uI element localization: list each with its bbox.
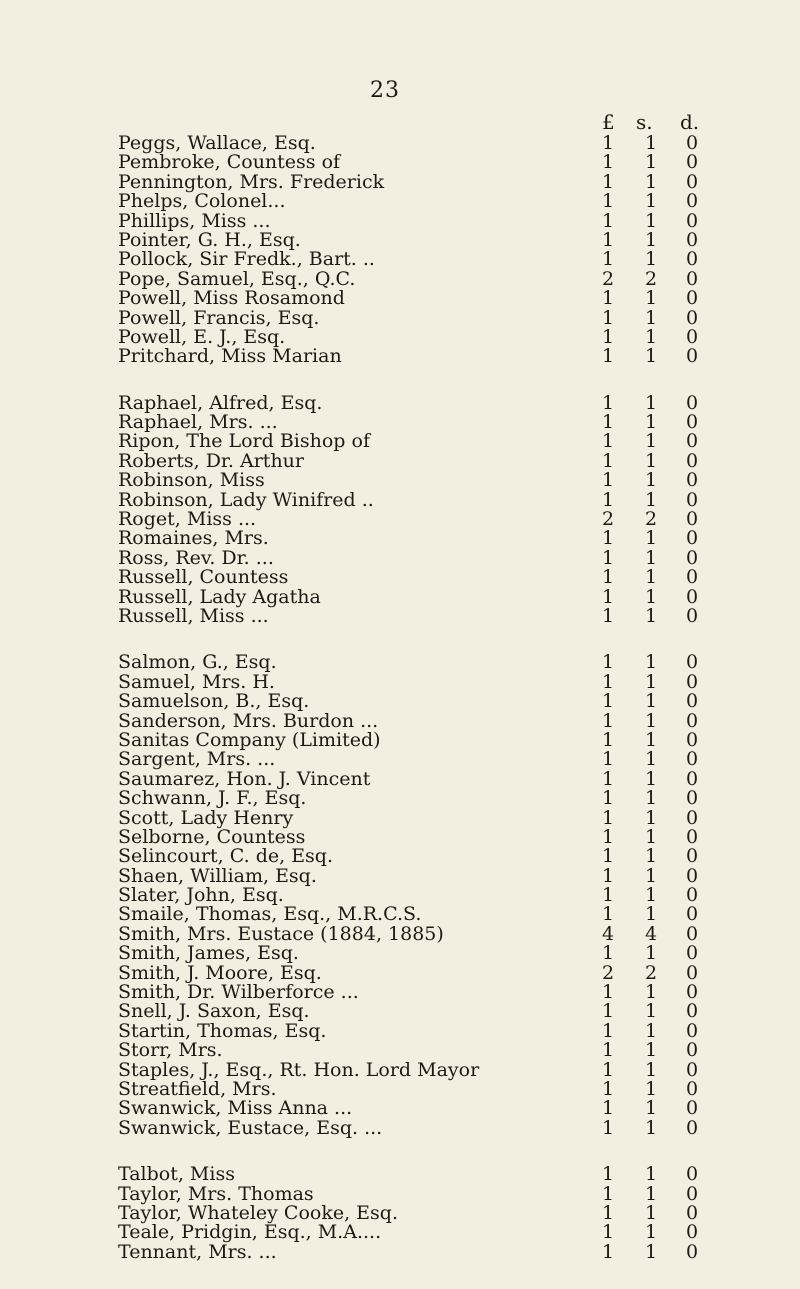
subscriber-name: Slater, John, Esq. — [118, 884, 284, 907]
amount-pence: 0 — [685, 1058, 699, 1081]
amount-pence: 0 — [685, 306, 699, 329]
amount-shillings: 1 — [644, 566, 658, 589]
amount-shillings: 1 — [644, 709, 658, 732]
subscriber-name: Pembroke, Countess of — [118, 151, 341, 174]
amount-shillings: 1 — [644, 1039, 658, 1062]
amount-shillings: 1 — [644, 806, 658, 829]
amount-pounds: 1 — [601, 430, 615, 453]
subscriber-name: Swanwick, Miss Anna ... — [118, 1097, 353, 1120]
list-item — [118, 1223, 778, 1242]
amount-shillings: 1 — [644, 604, 658, 627]
amount-shillings: 1 — [644, 449, 658, 472]
amount-pounds: 1 — [601, 566, 615, 589]
amount-shillings: 1 — [644, 190, 658, 213]
amount-pence: 0 — [685, 1039, 699, 1062]
amount-pence: 0 — [685, 961, 699, 984]
amount-pounds: 1 — [601, 604, 615, 627]
subscriber-name: Shaen, William, Esq. — [118, 864, 317, 887]
subscriber-name: Storr, Mrs. — [118, 1039, 223, 1062]
amount-pounds: 4 — [601, 922, 615, 945]
amount-shillings: 1 — [644, 325, 658, 348]
subscriber-name: Streatfield, Mrs. — [118, 1077, 277, 1100]
amount-pounds: 1 — [601, 690, 615, 713]
amount-shillings: 1 — [644, 287, 658, 310]
amount-pence: 0 — [685, 1163, 699, 1186]
amount-pounds: 1 — [601, 170, 615, 193]
amount-pence: 0 — [685, 690, 699, 713]
amount-pounds: 2 — [601, 267, 615, 290]
amount-pounds: 1 — [601, 787, 615, 810]
amount-pounds: 1 — [601, 1221, 615, 1244]
amount-pence: 0 — [685, 151, 699, 174]
amount-pence: 0 — [685, 845, 699, 868]
amount-pounds: 1 — [601, 903, 615, 926]
subscriber-name: Peggs, Wallace, Esq. — [118, 132, 316, 154]
subscriber-name: Startin, Thomas, Esq. — [118, 1019, 327, 1042]
subscriber-name: Pope, Samuel, Esq., Q.C. — [118, 267, 356, 290]
subscriber-name: Teale, Pridgin, Esq., M.A.... — [118, 1221, 382, 1244]
list-item — [118, 789, 778, 808]
amount-pounds: 1 — [601, 287, 615, 310]
amount-shillings: 4 — [644, 922, 658, 945]
list-item — [118, 153, 778, 172]
amount-pounds: 1 — [601, 728, 615, 751]
list-item — [118, 1099, 778, 1118]
subscriber-name: Robinson, Miss — [118, 469, 265, 492]
amount-shillings: 1 — [644, 884, 658, 907]
amount-shillings: 2 — [644, 267, 658, 290]
subscriber-name: Salmon, G., Esq. — [118, 651, 277, 674]
amount-pence: 0 — [685, 942, 699, 965]
amount-pounds: 1 — [601, 942, 615, 965]
list-item — [118, 306, 778, 329]
amount-pounds: 1 — [601, 228, 615, 251]
amount-pounds: 1 — [601, 391, 615, 414]
subscriber-name: Pennington, Mrs. Frederick — [118, 170, 385, 193]
amount-shillings: 1 — [644, 411, 658, 434]
amount-pence: 0 — [685, 922, 699, 945]
list-item — [118, 653, 778, 672]
amount-pounds: 1 — [601, 864, 615, 887]
amount-pence: 0 — [685, 709, 699, 732]
amount-shillings: 1 — [644, 787, 658, 810]
amount-pounds: 1 — [601, 806, 615, 829]
amount-shillings: 1 — [644, 345, 658, 368]
amount-pence: 0 — [685, 228, 699, 251]
amount-pounds: 1 — [601, 1163, 615, 1186]
amount-pence: 0 — [685, 508, 699, 531]
amount-pence: 0 — [685, 1182, 699, 1205]
subscriber-name: Phelps, Colonel... — [118, 190, 286, 213]
amount-shillings: 1 — [644, 209, 658, 232]
amount-shillings: 1 — [644, 585, 658, 608]
amount-pounds: 1 — [601, 132, 615, 154]
subscriber-name: Ripon, The Lord Bishop of — [118, 430, 370, 453]
amount-shillings: 1 — [644, 942, 658, 965]
amount-pounds: 1 — [601, 1097, 615, 1120]
amount-pounds: 1 — [601, 1077, 615, 1100]
subscriber-name: Smith, J. Moore, Esq. — [118, 961, 322, 984]
list-item — [118, 1116, 778, 1139]
amount-pounds: 1 — [601, 585, 615, 608]
amount-pence: 0 — [685, 1221, 699, 1244]
subscriber-name: Sanderson, Mrs. Burdon ... — [118, 709, 379, 732]
list-item — [118, 568, 778, 587]
subscriber-name: Powell, E. J., Esq. — [118, 325, 286, 348]
subscriber-name: Talbot, Miss — [118, 1163, 235, 1186]
amount-pence: 0 — [685, 287, 699, 310]
amount-pounds: 1 — [601, 190, 615, 213]
list-section — [118, 134, 778, 367]
amount-shillings: 2 — [644, 508, 658, 531]
amount-pence: 0 — [685, 1019, 699, 1042]
column-header-shillings: s. — [636, 110, 653, 134]
subscriber-name: Roget, Miss ... — [118, 508, 257, 531]
amount-pounds: 1 — [601, 1000, 615, 1023]
amount-pence: 0 — [685, 449, 699, 472]
amount-pence: 0 — [685, 190, 699, 213]
amount-pence: 0 — [685, 1097, 699, 1120]
amount-pence: 0 — [685, 488, 699, 511]
amount-pounds: 1 — [601, 1116, 615, 1139]
subscriber-list — [118, 134, 778, 1289]
amount-shillings: 1 — [644, 1058, 658, 1081]
amount-pounds: 1 — [601, 1240, 615, 1263]
subscriber-name: Scott, Lady Henry — [118, 806, 294, 829]
list-item — [118, 604, 778, 627]
subscriber-name: Saumarez, Hon. J. Vincent — [118, 767, 371, 790]
subscriber-name: Romaines, Mrs. — [118, 527, 269, 550]
amount-pence: 0 — [685, 1201, 699, 1224]
amount-pence: 0 — [685, 670, 699, 693]
amount-shillings: 1 — [644, 651, 658, 674]
amount-shillings: 1 — [644, 391, 658, 414]
amount-pence: 0 — [685, 411, 699, 434]
amount-pence: 0 — [685, 864, 699, 887]
amount-pence: 0 — [685, 345, 699, 368]
amount-pounds: 1 — [601, 1039, 615, 1062]
amount-pounds: 1 — [601, 651, 615, 674]
amount-shillings: 2 — [644, 961, 658, 984]
amount-pounds: 1 — [601, 546, 615, 569]
amount-pence: 0 — [685, 325, 699, 348]
amount-pence: 0 — [685, 1000, 699, 1023]
subscriber-name: Robinson, Lady Winifred .. — [118, 488, 374, 511]
subscriber-name: Pritchard, Miss Marian — [118, 345, 342, 368]
amount-shillings: 1 — [644, 430, 658, 453]
amount-shillings: 1 — [644, 1240, 658, 1263]
subscriber-name: Selincourt, C. de, Esq. — [118, 845, 334, 868]
amount-shillings: 1 — [644, 903, 658, 926]
subscriber-name: Pollock, Sir Fredk., Bart. .. — [118, 248, 375, 271]
subscriber-name: Pointer, G. H., Esq. — [118, 228, 301, 251]
subscriber-name: Raphael, Mrs. ... — [118, 411, 278, 434]
subscriber-name: Russell, Countess — [118, 566, 289, 589]
list-item — [118, 692, 778, 711]
amount-pence: 0 — [685, 566, 699, 589]
amount-pence: 0 — [685, 604, 699, 627]
amount-shillings: 1 — [644, 151, 658, 174]
amount-pounds: 1 — [601, 449, 615, 472]
subscriber-name: Selborne, Countess — [118, 825, 306, 848]
amount-pounds: 1 — [601, 345, 615, 368]
list-item — [118, 847, 778, 866]
subscriber-name: Snell, J. Saxon, Esq. — [118, 1000, 310, 1023]
list-item — [118, 1041, 778, 1060]
amount-pounds: 1 — [601, 825, 615, 848]
list-item — [118, 806, 778, 829]
amount-shillings: 1 — [644, 306, 658, 329]
amount-pounds: 1 — [601, 209, 615, 232]
subscriber-name: Russell, Miss ... — [118, 604, 269, 627]
column-header-pence: d. — [680, 110, 700, 134]
amount-pounds: 2 — [601, 508, 615, 531]
amount-pence: 0 — [685, 806, 699, 829]
amount-shillings: 1 — [644, 1077, 658, 1100]
amount-pence: 0 — [685, 1116, 699, 1139]
amount-shillings: 1 — [644, 1201, 658, 1224]
subscriber-name: Schwann, J. F., Esq. — [118, 787, 307, 810]
list-item — [118, 1240, 778, 1263]
amount-pence: 0 — [685, 248, 699, 271]
list-item — [118, 432, 778, 451]
amount-pounds: 1 — [601, 411, 615, 434]
amount-pounds: 1 — [601, 1019, 615, 1042]
amount-pence: 0 — [685, 748, 699, 771]
amount-shillings: 1 — [644, 1221, 658, 1244]
subscriber-name: Smith, Dr. Wilberforce ... — [118, 981, 359, 1004]
amount-pounds: 1 — [601, 1201, 615, 1224]
list-item — [118, 192, 778, 211]
amount-shillings: 1 — [644, 170, 658, 193]
amount-pounds: 1 — [601, 325, 615, 348]
amount-shillings: 1 — [644, 1000, 658, 1023]
amount-pence: 0 — [685, 981, 699, 1004]
amount-pence: 0 — [685, 1077, 699, 1100]
subscriber-name: Ross, Rev. Dr. ... — [118, 546, 274, 569]
amount-pence: 0 — [685, 585, 699, 608]
amount-pounds: 1 — [601, 1182, 615, 1205]
amount-pence: 0 — [685, 1240, 699, 1263]
subscriber-name: Swanwick, Eustace, Esq. ... — [118, 1116, 383, 1139]
amount-shillings: 1 — [644, 488, 658, 511]
amount-pence: 0 — [685, 903, 699, 926]
amount-shillings: 1 — [644, 546, 658, 569]
subscriber-name: Powell, Francis, Esq. — [118, 306, 320, 329]
list-section — [118, 391, 778, 627]
subscriber-name: Smith, James, Esq. — [118, 942, 299, 965]
amount-pence: 0 — [685, 469, 699, 492]
subscriber-name: Taylor, Whateley Cooke, Esq. — [118, 1201, 398, 1224]
amount-shillings: 1 — [644, 728, 658, 751]
amount-pence: 0 — [685, 787, 699, 810]
amount-shillings: 1 — [644, 748, 658, 771]
amount-pounds: 1 — [601, 748, 615, 771]
amount-pence: 0 — [685, 209, 699, 232]
amount-shillings: 1 — [644, 1097, 658, 1120]
amount-pounds: 1 — [601, 709, 615, 732]
amount-pounds: 1 — [601, 248, 615, 271]
subscriber-name: Sanitas Company (Limited) — [118, 728, 381, 751]
amount-shillings: 1 — [644, 1116, 658, 1139]
amount-pounds: 1 — [601, 151, 615, 174]
list-item — [118, 1182, 778, 1205]
amount-pounds: 1 — [601, 670, 615, 693]
amount-shillings: 1 — [644, 845, 658, 868]
list-section — [118, 1165, 778, 1262]
subscriber-name: Phillips, Miss ... — [118, 209, 271, 232]
amount-shillings: 1 — [644, 767, 658, 790]
amount-pounds: 1 — [601, 488, 615, 511]
amount-pounds: 1 — [601, 527, 615, 550]
amount-pounds: 2 — [601, 961, 615, 984]
list-item — [118, 944, 778, 963]
subscriber-name: Russell, Lady Agatha — [118, 585, 321, 608]
amount-shillings: 1 — [644, 228, 658, 251]
amount-pence: 0 — [685, 546, 699, 569]
amount-pence: 0 — [685, 651, 699, 674]
amount-shillings: 1 — [644, 1163, 658, 1186]
amount-pence: 0 — [685, 728, 699, 751]
amount-pounds: 1 — [601, 469, 615, 492]
amount-pounds: 1 — [601, 306, 615, 329]
amount-pence: 0 — [685, 267, 699, 290]
subscriber-name: Taylor, Mrs. Thomas — [118, 1182, 314, 1205]
subscriber-name: Powell, Miss Rosamond — [118, 287, 345, 310]
amount-shillings: 1 — [644, 670, 658, 693]
subscriber-name: Sargent, Mrs. ... — [118, 748, 276, 771]
subscriber-name: Tennant, Mrs. ... — [118, 1240, 277, 1263]
amount-shillings: 1 — [644, 864, 658, 887]
amount-shillings: 1 — [644, 825, 658, 848]
list-item — [118, 1002, 778, 1021]
amount-pence: 0 — [685, 527, 699, 550]
list-item — [118, 250, 778, 269]
list-item — [118, 347, 778, 366]
subscriber-name: Smaile, Thomas, Esq., M.R.C.S. — [118, 903, 422, 926]
amount-pence: 0 — [685, 884, 699, 907]
list-item — [118, 471, 778, 490]
list-item — [118, 529, 778, 548]
page-number: 23 — [370, 78, 400, 103]
subscriber-name: Staples, J., Esq., Rt. Hon. Lord Mayor — [118, 1058, 480, 1081]
subscriber-name: Smith, Mrs. Eustace (1884, 1885) — [118, 922, 444, 945]
column-header-pounds: £ — [602, 110, 615, 134]
amount-shillings: 1 — [644, 1019, 658, 1042]
amount-pence: 0 — [685, 825, 699, 848]
amount-pounds: 1 — [601, 767, 615, 790]
subscriber-name: Roberts, Dr. Arthur — [118, 449, 305, 472]
amount-shillings: 1 — [644, 981, 658, 1004]
list-item — [118, 905, 778, 924]
amount-shillings: 1 — [644, 248, 658, 271]
amount-shillings: 1 — [644, 690, 658, 713]
list-section — [118, 653, 778, 1138]
amount-pence: 0 — [685, 430, 699, 453]
list-item — [118, 289, 778, 308]
amount-shillings: 1 — [644, 132, 658, 154]
list-item — [118, 750, 778, 769]
amount-shillings: 1 — [644, 527, 658, 550]
amount-pence: 0 — [685, 391, 699, 414]
amount-pence: 0 — [685, 132, 699, 154]
list-item — [118, 1165, 778, 1184]
subscriber-name: Raphael, Alfred, Esq. — [118, 391, 323, 414]
amount-pence: 0 — [685, 170, 699, 193]
amount-shillings: 1 — [644, 469, 658, 492]
amount-pounds: 1 — [601, 1058, 615, 1081]
subscriber-name: Samuelson, B., Esq. — [118, 690, 310, 713]
amount-pounds: 1 — [601, 884, 615, 907]
amount-pounds: 1 — [601, 981, 615, 1004]
amount-shillings: 1 — [644, 1182, 658, 1205]
subscriber-name: Samuel, Mrs. H. — [118, 670, 275, 693]
amount-pounds: 1 — [601, 845, 615, 868]
amount-pence: 0 — [685, 767, 699, 790]
